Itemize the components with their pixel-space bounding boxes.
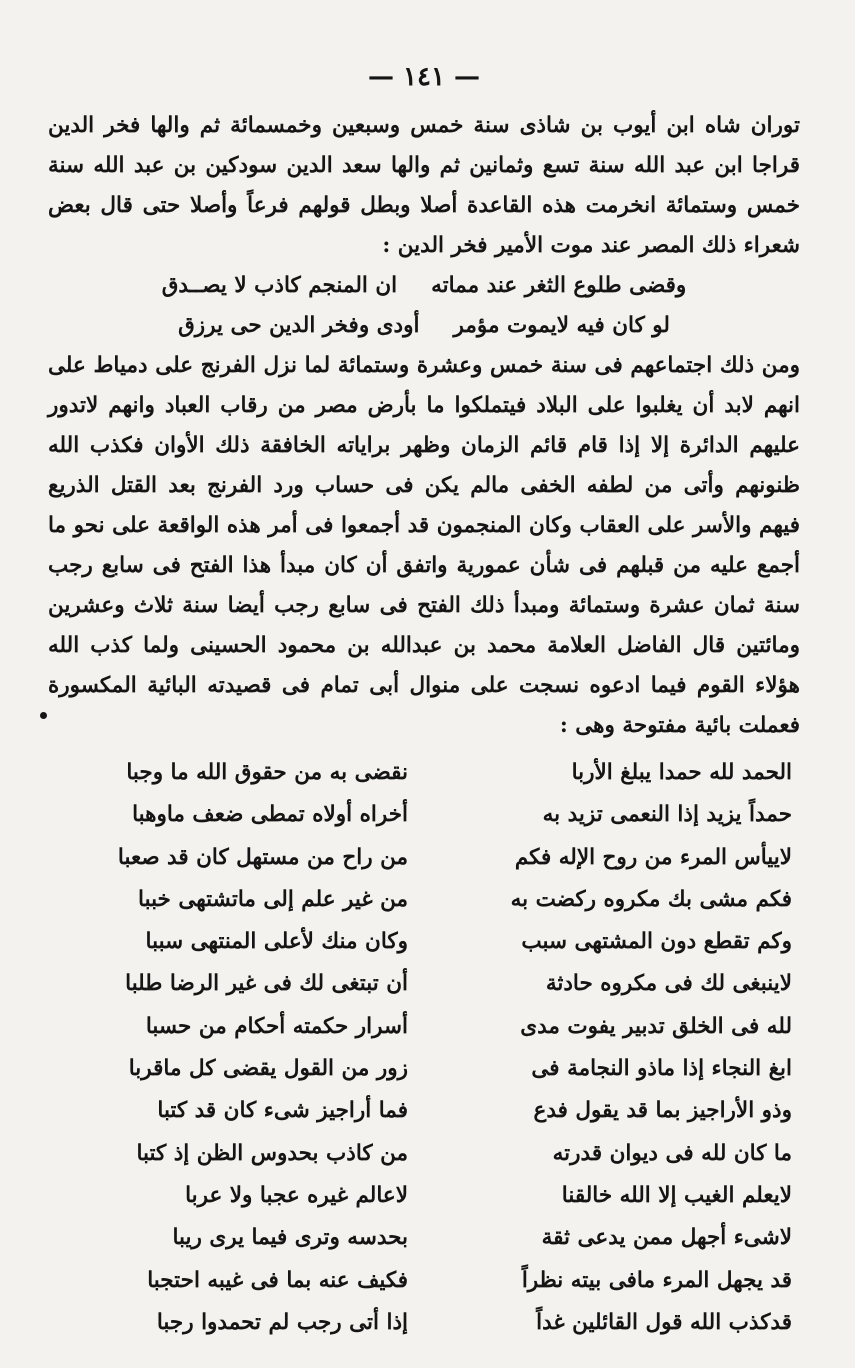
couplet: [48, 306, 800, 346]
page-number: — ١٤١ —: [367, 62, 481, 92]
hemistich-first: الحمد لله حمدا يبلغ الأربا: [571, 760, 792, 785]
hemistich-first: لو كان فيه لايموت مؤمر: [453, 313, 670, 338]
hemistich-second: من غير علم إلى ماتشتهى خببا: [138, 886, 408, 912]
hemistich-second: أن تبتغى لك فى غير الرضا طلبا: [125, 971, 408, 997]
poem-verse: [48, 921, 800, 963]
hemistich-second: فما أراجيز شىء كان قد كتبا: [157, 1098, 408, 1124]
hemistich-second: أسرار حكمته أحكام من حسبا: [145, 1013, 408, 1039]
hemistich-first: قدكذب الله قول القائلين غداً: [536, 1309, 792, 1335]
hemistich-second: ان المنجم كاذب لا يصــدق: [161, 273, 398, 298]
hemistich-first: لاشىء أجهل ممن يدعى ثقة: [541, 1225, 792, 1251]
poem-verse: [48, 752, 800, 794]
poem-verse: [48, 1048, 800, 1090]
hemistich-second: أودى وفخر الدين حى يرزق: [178, 313, 420, 338]
hemistich-second: لاعالم غيره عجبا ولا عربا: [185, 1182, 408, 1208]
hemistich-second: إذا أتى رجب لم تحمدوا رجبا: [156, 1309, 408, 1335]
hemistich-first: قد يجهل المرء مافى بيته نظراً: [521, 1267, 792, 1293]
poem-verse: [48, 1133, 800, 1175]
hemistich-second: أخراه أولاه تمطى ضعف ماوهبا: [132, 802, 408, 828]
poem: [48, 752, 800, 1344]
hemistich-first: ابغ النجاء إذا ماذو النجامة فى: [531, 1056, 792, 1082]
poem-verse: [48, 1006, 800, 1048]
hemistich-second: زور من القول يقضى كل ماقربا: [128, 1056, 408, 1082]
prose-block-intro: [48, 106, 800, 266]
hemistich-second: نقضى به من حقوق الله ما وجبا: [126, 760, 408, 785]
hemistich-first: لله فى الخلق تدبير يفوت مدى: [520, 1013, 792, 1039]
hemistich-first: فكم مشى بك مكروه ركضت به: [510, 886, 792, 912]
hemistich-first: حمداً يزيد إذا النعمى تزيد به: [542, 802, 792, 828]
prose-block-main: [48, 346, 800, 746]
poem-verse: [48, 1175, 800, 1217]
hemistich-first: وكم تقطع دون المشتهى سبب: [521, 929, 792, 955]
paragraph: ومن ذلك اجتماعهم فى سنة خمس وعشرة وستمائة لما نزل الفرنج على دمياط على انهم لابد أن يغلبوا على البلاد فيتملكوا ما بأرض مصر من رقاب العباد وانهم لاتدور عليهم الدائرة إلا إذا قام قائم الزمان وظهر براياته الخافقة ذلك الأوان فكذب الله ظنونهم وأتى من لطفه الخفى مالم يكن فى حساب ورد الفرنج بعد القتل الذريع فيهم والأسر على العقاب وكان المنجمون قد أجمعوا فى أمر هذه الواقعة على نحو ما أجمع عليه من قبلهم فى شأن عمورية واتفق أن كان مبدأ هذا الفتح فى سابع رجب سنة ثمان عشرة وستمائة ومبدأ ذلك الفتح فى سابع رجب أيضا سنة ثلاث وعشرين ومائتين قال الفاضل العلامة محمد بن عبدالله بن محمود الحسينى ولما كذب الله هؤلاء القوم فيما ادعوه نسجت على منوال أبى تمام فى قصيدته البائية المكسورة فعملت بائية مفتوحة وهى :: [48, 353, 800, 738]
hemistich-first: وذو الأراجيز بما قد يقول فدع: [533, 1098, 792, 1124]
hemistich-first: لاييأس المرء من روح الإله فكم: [514, 844, 792, 870]
margin-mark: [40, 712, 47, 719]
poem-verse: [48, 1302, 800, 1344]
quoted-couplets: [48, 266, 800, 346]
poem-verse: [48, 1217, 800, 1259]
poem-verse: [48, 837, 800, 879]
hemistich-first: وقضى طلوع الثغر عند مماته: [431, 273, 687, 298]
hemistich-second: من كاذب بحدوس الظن إذ كتبا: [136, 1140, 408, 1166]
poem-verse: [48, 963, 800, 1005]
hemistich-first: لاينبغى لك فى مكروه حادثة: [545, 971, 792, 997]
paragraph: توران شاه ابن أيوب بن شاذى سنة خمس وسبعين وخمسمائة ثم والها فخر الدين قراجا ابن عبد الله سنة تسع وثمانين ثم والها سعد الدين سودكين بن عبد الله سنة خمس وستمائة انخرمت هذه القاعدة أصلا وبطل قولهم فرعاً وأصلا حتى قال بعض شعراء ذلك المصر عند موت الأمير فخر الدين :: [48, 113, 800, 258]
poem-verse: [48, 794, 800, 836]
hemistich-first: ما كان لله فى ديوان قدرته: [552, 1140, 792, 1166]
poem-verse: [48, 879, 800, 921]
hemistich-second: فكيف عنه بما فى غيبه احتجبا: [147, 1267, 408, 1293]
poem-verse: [48, 1260, 800, 1302]
hemistich-second: من راح من مستهل كان قد صعبا: [117, 844, 408, 870]
hemistich-second: بحدسه وترى فيما يرى ريبا: [172, 1225, 408, 1251]
hemistich-second: وكان منك لأعلى المنتهى سببا: [145, 929, 408, 955]
couplet: [48, 266, 800, 306]
hemistich-first: لايعلم الغيب إلا الله خالقنا: [561, 1182, 792, 1208]
poem-verse: [48, 1090, 800, 1132]
